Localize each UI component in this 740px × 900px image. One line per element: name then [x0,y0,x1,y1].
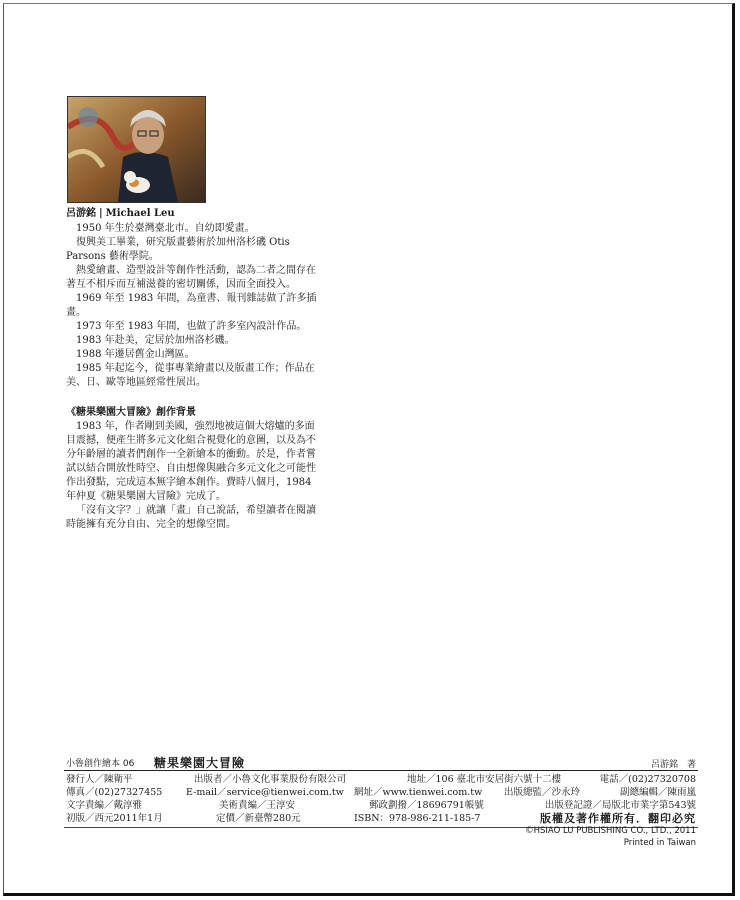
author-credit: 呂游銘 著 [650,760,696,770]
info-price: 定價／新臺幣280元 [216,813,301,824]
series-label: 小魯創作繪本 06 [66,759,135,769]
info-postal-account: 郵政劃撥／18696791帳號 [369,800,484,811]
info-publisher: 出版者／小魯文化事業股份有限公司 [194,774,347,785]
rights-notice: 版權及著作權所有．翻印必究 [540,812,696,825]
info-registration: 出版登記證／局版北市業字第543號 [544,800,696,811]
background-title: 《糖果樂園大冒險》創作背景 [66,407,196,418]
author-name [66,207,322,221]
info-publisher-person: 發行人／陳衛平 [66,774,133,785]
copyright-line: ©HSIAO LU PUBLISHING CO., LTD., 2011 [525,826,696,836]
bio-paragraph: 1985 年起迄今，從事專業繪畫以及版畫工作；作品在美、日、歐等地區經常性展出。 [66,363,315,388]
info-fax: 傳真／(02)27327455 [66,787,163,798]
book-title: 糖果樂園大冒險 [154,756,246,770]
info-deputy-editor: 副總編輯／陳雨嵐 [619,787,696,798]
background-paragraph: 1983 年，作者剛到美國，強烈地被這個大熔爐的多面目震撼，便產生將多元文化組合視覺化的意圖，以及為不分年齡層的讀者們創作一全新繪本的衝動。於是，作者嘗試以結合開放性時空、自由想像與融合多元文化之可能性作出發點，完成這本無字繪本創作。費時八個月，1984 年仲夏《糖果樂園大冒險》完成了。 [66,421,316,502]
info-director: 出版總監／沙永玲 [504,787,581,798]
info-email: E-mail／service@tienwei.com.tw [186,787,344,798]
author-name-zh: 呂游銘 [66,208,96,219]
bio-paragraph: 1969 年至 1983 年間，為童書、報刊雜誌做了許多插畫。 [66,293,317,318]
background-paragraph: 「沒有文字？」就讓「畫」自己說話，希望讀者在閱讀時能擁有充分自由、完全的想像空間。 [66,505,316,530]
bio-paragraph: 1973 年至 1983 年間，也做了許多室內設計作品。 [76,321,307,332]
info-website: 網址／www.tienwei.com.tw [354,787,483,798]
info-isbn: ISBN：978-986-211-185-7 [354,813,481,824]
author-name-en: Michael Leu [105,208,175,219]
info-art-editor: 美術責編／王淳安 [219,800,296,811]
bio-paragraph: 熱愛繪畫、造型設計等創作性活動，認為二者之間存在著互不相斥而互補滋養的密切關係，因而全面投入。 [66,265,316,290]
name-separator: | [99,208,103,219]
author-photo [67,96,206,203]
info-address: 地址／106 臺北市安居街六號十二樓 [407,774,562,785]
info-edition: 初版／西元2011年1月 [66,813,163,824]
colophon [64,754,698,848]
printed-in: Printed in Taiwan [623,838,696,848]
info-phone: 電話／(02)27320708 [599,774,696,785]
series-row [64,754,698,771]
info-text-editor: 文字責編／戴淳雅 [66,800,143,811]
bio-paragraph: 1983 年赴美，定居於加州洛杉磯。 [76,335,235,346]
bio-paragraph: 復興美工畢業，研究版畫藝術於加州洛杉磯 Otis Parsons 藝術學院。 [66,237,290,262]
author-portrait-image [68,97,205,202]
bio-paragraph: 1950 年生於臺灣臺北市。自幼即愛畫。 [76,223,255,234]
author-bio [66,207,322,532]
bio-paragraph: 1988 年遷居舊金山灣區。 [76,349,195,360]
